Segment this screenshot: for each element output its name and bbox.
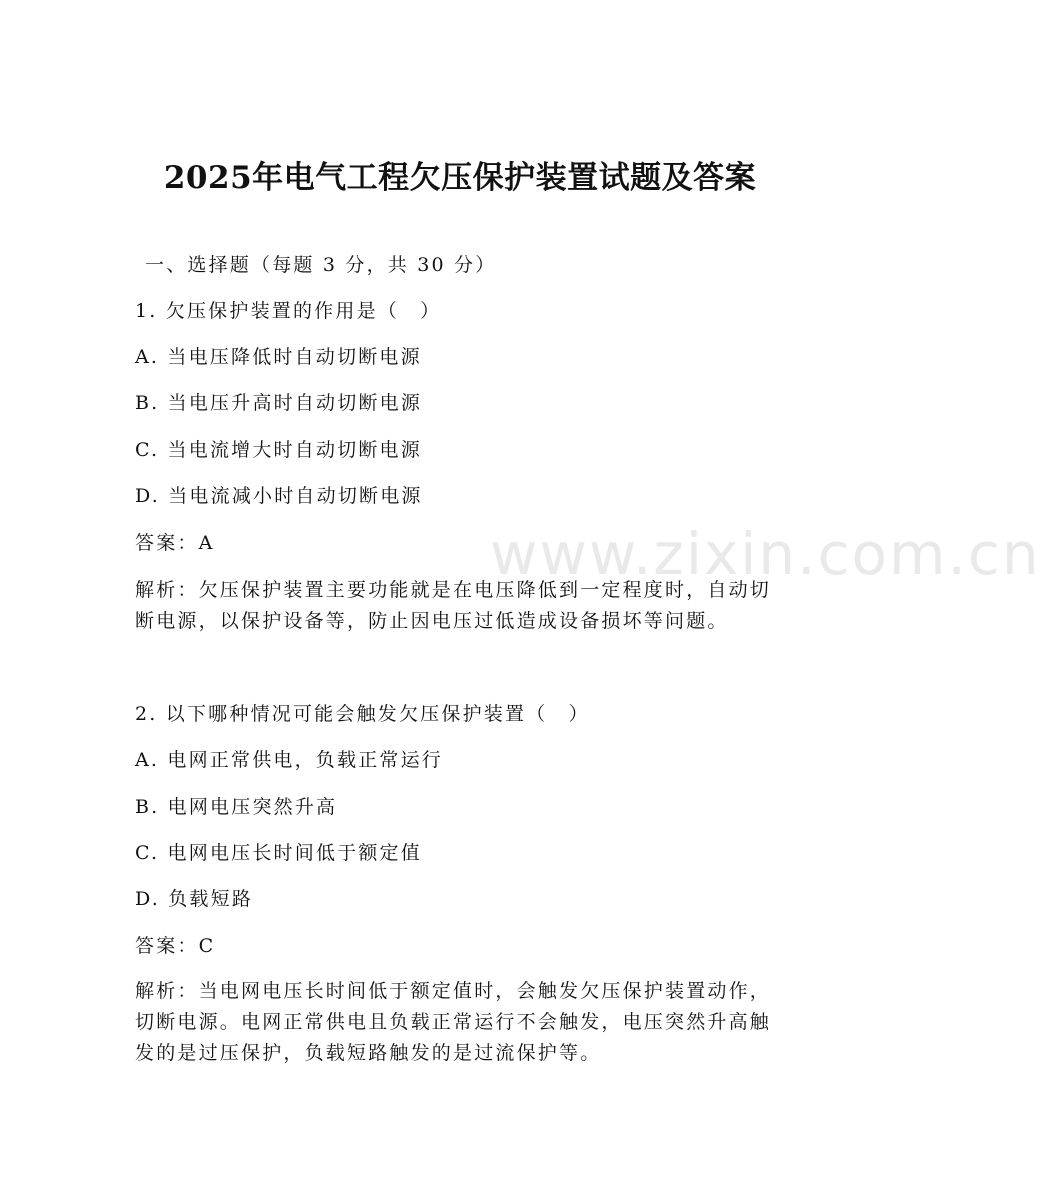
section-heading: 一、选择题（每题 3 分，共 30 分）	[145, 254, 497, 276]
question-2-option-b: B. 电网电压突然升高	[135, 796, 338, 818]
question-1-option-a: A. 当电压降低时自动切断电源	[135, 346, 422, 368]
question-1-option-c: C. 当电流增大时自动切断电源	[135, 439, 422, 461]
question-2-option-d: D. 负载短路	[135, 888, 254, 910]
question-2-option-c: C. 电网电压长时间低于额定值	[135, 842, 422, 864]
question-1-explanation: 解析：欠压保护装置主要功能就是在电压降低到一定程度时，自动切断电源，以保护设备等，防止因电压过低造成设备损坏等问题。	[135, 579, 772, 632]
question-2-answer: 答案：C	[135, 935, 216, 957]
question-2-stem: 2. 以下哪种情况可能会触发欠压保护装置（ ）	[135, 703, 590, 725]
question-1-stem: 1. 欠压保护装置的作用是（ ）	[135, 300, 442, 322]
question-1-answer: 答案：A	[135, 532, 215, 554]
question-1-option-b: B. 当电压升高时自动切断电源	[135, 392, 423, 414]
question-2-option-a: A. 电网正常供电，负载正常运行	[135, 749, 444, 771]
question-2-explanation: 解析：当电网电压长时间低于额定值时，会触发欠压保护装置动作，切断电源。电网正常供电且负载正常运行不会触发，电压突然升高触发的是过压保护，负载短路触发的是过流保护等。	[135, 980, 772, 1064]
document-title: 2025年电气工程欠压保护装置试题及答案	[163, 160, 757, 196]
question-1-option-d: D. 当电流减小时自动切断电源	[135, 485, 423, 507]
watermark: www.zixin.com.cn	[490, 520, 1041, 588]
